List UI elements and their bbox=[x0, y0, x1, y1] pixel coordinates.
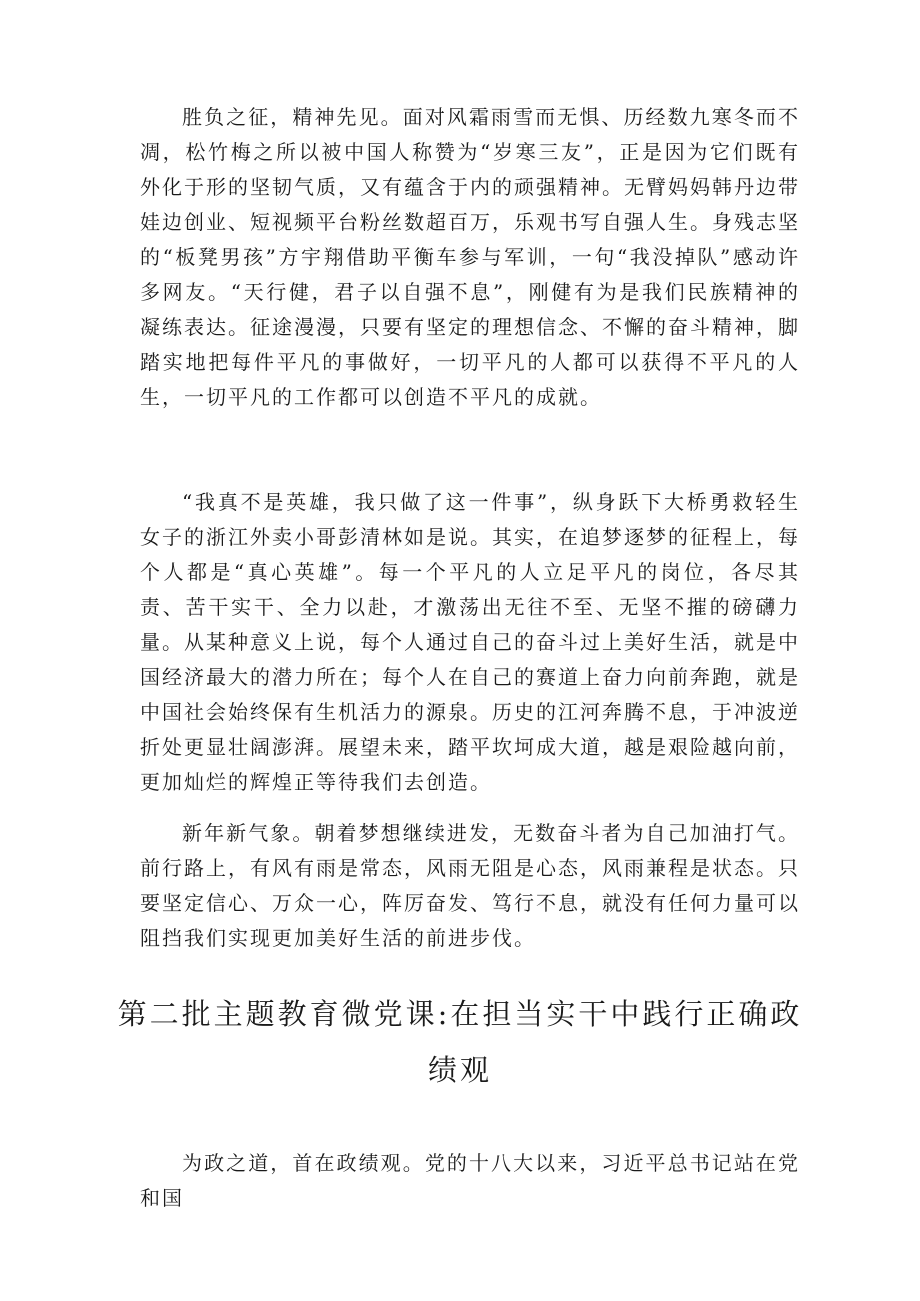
section-title: 第二批主题教育微党课:在担当实干中践行正确政绩观 bbox=[117, 997, 803, 1087]
body-paragraph: 为政之道，首在政绩观。党的十八大以来，习近平总书记站在党和国 bbox=[140, 1151, 800, 1210]
body-paragraph: “我真不是英雄，我只做了这一件事”，纵身跃下大桥勇救轻生女子的浙江外卖小哥彭清林如是说。其实，在追梦逐梦的征程上，每个人都是“真心英雄”。每一个平凡的人立足平凡的岗位，各尽其责、苦干实干、全力以赴，才激荡出无往不至、无坚不摧的磅礴力量。从某种意义上说，每个人通过自己的奋斗过上美好生活，就是中国经济最大的潜力所在；每个人在自己的赛道上奋力向前奔跑，就是中国社会始终保有生机活力的源泉。历史的江河奔腾不息，于冲波逆折处更显壮阔澎湃。展望未来，踏平坎坷成大道，越是艰险越向前，更加灿烂的辉煌正等待我们去创造。 bbox=[140, 490, 800, 794]
body-paragraph: 新年新气象。朝着梦想继续进发，无数奋斗者为自己加油打气。前行路上，有风有雨是常态，风雨无阻是心态，风雨兼程是状态。只要坚定信心、万众一心，阵厉奋发、笃行不息，就没有任何力量可以阻挡我们实现更加美好生活的前进步伐。 bbox=[140, 821, 800, 950]
body-paragraph: 胜负之征，精神先见。面对风霜雨雪而无惧、历经数九寒冬而不凋，松竹梅之所以被中国人称赞为“岁寒三友”，正是因为它们既有外化于形的坚韧气质，又有蕴含于内的顽强精神。无臂妈妈韩丹边带娃边创业、短视频平台粉丝数超百万，乐观书写自强人生。身残志坚的“板凳男孩”方宇翔借助平衡车参与军训，一句“我没掉队”感动许多网友。“天行健，君子以自强不息”，刚健有为是我们民族精神的凝练表达。征途漫漫，只要有坚定的理想信念、不懈的奋斗精神，脚踏实地把每件平凡的事做好，一切平凡的人都可以获得不平凡的人生，一切平凡的工作都可以创造不平凡的成就。 bbox=[140, 105, 800, 409]
